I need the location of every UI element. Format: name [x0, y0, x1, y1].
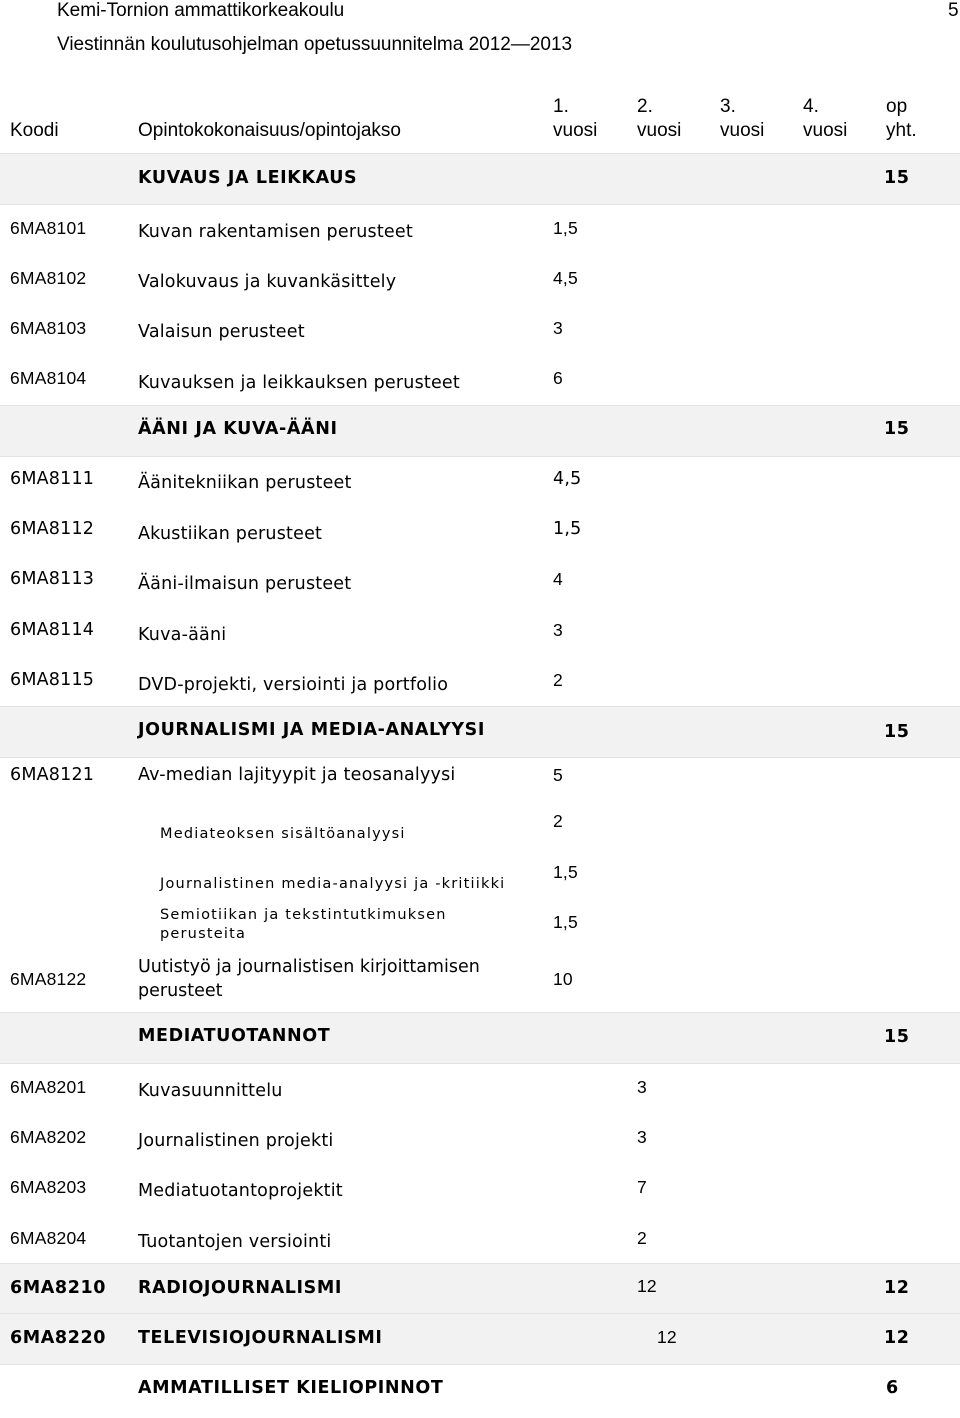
subcourse-name: Mediateoksen sisältöanalyysi [160, 826, 406, 842]
course-credits: 1,5 [553, 519, 582, 539]
course-credits: 6 [553, 368, 563, 388]
course-code: 6MA8104 [10, 368, 87, 388]
course-code: 6MA8210 [10, 1278, 107, 1298]
course-name: Akustiikan perusteet [138, 524, 323, 544]
course-code: 6MA8111 [10, 469, 95, 489]
course-name: DVD-projekti, versiointi ja portfolio [138, 675, 449, 695]
column-year3-label: vuosi [720, 120, 765, 141]
subcourse-credits: 1,5 [553, 862, 578, 882]
course-credits: 3 [553, 620, 563, 640]
page-number: 5 [948, 0, 959, 21]
course-name: TELEVISIOJOURNALISMI [138, 1328, 383, 1348]
course-total: 12 [884, 1278, 910, 1298]
course-credits: 10 [553, 969, 573, 989]
subcourse-name: Journalistinen media-analyysi ja -kritiikki [160, 876, 506, 892]
column-year2-number: 2. [637, 96, 653, 117]
column-year2-label: vuosi [637, 120, 682, 141]
course-name: Tuotantojen versiointi [138, 1232, 332, 1252]
institution-name: Kemi-Tornion ammattikorkeakoulu [57, 0, 345, 21]
course-credits: 3 [553, 318, 563, 338]
column-year1-number: 1. [553, 96, 569, 117]
course-code: 6MA8201 [10, 1077, 87, 1097]
section-title: ÄÄNI JA KUVA-ÄÄNI [138, 419, 338, 439]
course-credits: 4,5 [553, 268, 578, 288]
section-title: KUVAUS JA LEIKKAUS [138, 168, 358, 188]
course-credits: 7 [637, 1177, 647, 1197]
course-total: 12 [884, 1328, 910, 1348]
section-total: 15 [884, 1027, 910, 1047]
course-code: 6MA8203 [10, 1177, 87, 1197]
column-year1-label: vuosi [553, 120, 598, 141]
course-code: 6MA8113 [10, 569, 95, 589]
course-name: Uutistyö ja journalistisen kirjoittamisen perusteet [138, 957, 480, 1001]
course-code: 6MA8114 [10, 620, 95, 640]
course-code: 6MA8220 [10, 1328, 107, 1348]
column-code: Koodi [10, 120, 59, 141]
section-total: 15 [884, 419, 910, 439]
course-credits: 3 [637, 1077, 647, 1097]
course-credits: 12 [657, 1327, 677, 1347]
course-credits: 3 [637, 1127, 647, 1147]
course-code: 6MA8112 [10, 519, 95, 539]
column-total-op: op [886, 96, 908, 117]
course-code: 6MA8202 [10, 1127, 87, 1147]
subcourse-credits: 2 [553, 811, 563, 831]
document-title: Viestinnän koulutusohjelman opetussuunnitelma 2012—2013 [57, 34, 573, 55]
course-name: RADIOJOURNALISMI [138, 1278, 342, 1298]
course-name: Kuvan rakentamisen perusteet [138, 222, 413, 242]
course-name: Kuvasuunnittelu [138, 1081, 283, 1101]
course-name: Äänitekniikan perusteet [138, 473, 352, 493]
section-total: 6 [886, 1378, 899, 1398]
column-year4-number: 4. [803, 96, 819, 117]
course-name: Mediatuotantoprojektit [138, 1181, 343, 1201]
course-name: Kuva-ääni [138, 625, 227, 645]
course-credits: 5 [553, 765, 563, 785]
course-name: Valokuvaus ja kuvankäsittely [138, 272, 397, 292]
course-credits: 1,5 [553, 218, 578, 238]
column-year3-number: 3. [720, 96, 736, 117]
section-title: JOURNALISMI JA MEDIA-ANALYYSI [138, 720, 485, 740]
course-code: 6MA8115 [10, 670, 95, 690]
course-name: Av-median lajityypit ja teosanalyysi [138, 765, 456, 785]
column-year4-label: vuosi [803, 120, 848, 141]
course-name: Ääni-ilmaisun perusteet [138, 574, 352, 594]
section-title: MEDIATUOTANNOT [138, 1026, 331, 1046]
course-code: 6MA8204 [10, 1228, 87, 1248]
course-credits: 4,5 [553, 469, 582, 489]
section-total: 15 [884, 722, 910, 742]
course-credits: 12 [637, 1276, 657, 1296]
section-total: 15 [884, 168, 910, 188]
course-code: 6MA8101 [10, 218, 87, 238]
section-title: AMMATILLISET KIELIOPINNOT [138, 1378, 444, 1398]
course-name: Kuvauksen ja leikkauksen perusteet [138, 373, 460, 393]
column-total-yht: yht. [886, 120, 917, 141]
course-credits: 4 [553, 569, 563, 589]
course-code: 6MA8103 [10, 318, 87, 338]
course-code: 6MA8122 [10, 969, 87, 989]
subcourse-credits: 1,5 [553, 912, 578, 932]
course-name: Valaisun perusteet [138, 322, 305, 342]
course-name: Journalistinen projekti [138, 1131, 334, 1151]
course-credits: 2 [637, 1228, 647, 1248]
course-credits: 2 [553, 670, 563, 690]
subcourse-name: Semiotiikan ja tekstintutkimuksen perusteita [160, 907, 447, 942]
column-course: Opintokokonaisuus/opintojakso [138, 120, 402, 141]
course-code: 6MA8121 [10, 765, 95, 785]
course-code: 6MA8102 [10, 268, 87, 288]
